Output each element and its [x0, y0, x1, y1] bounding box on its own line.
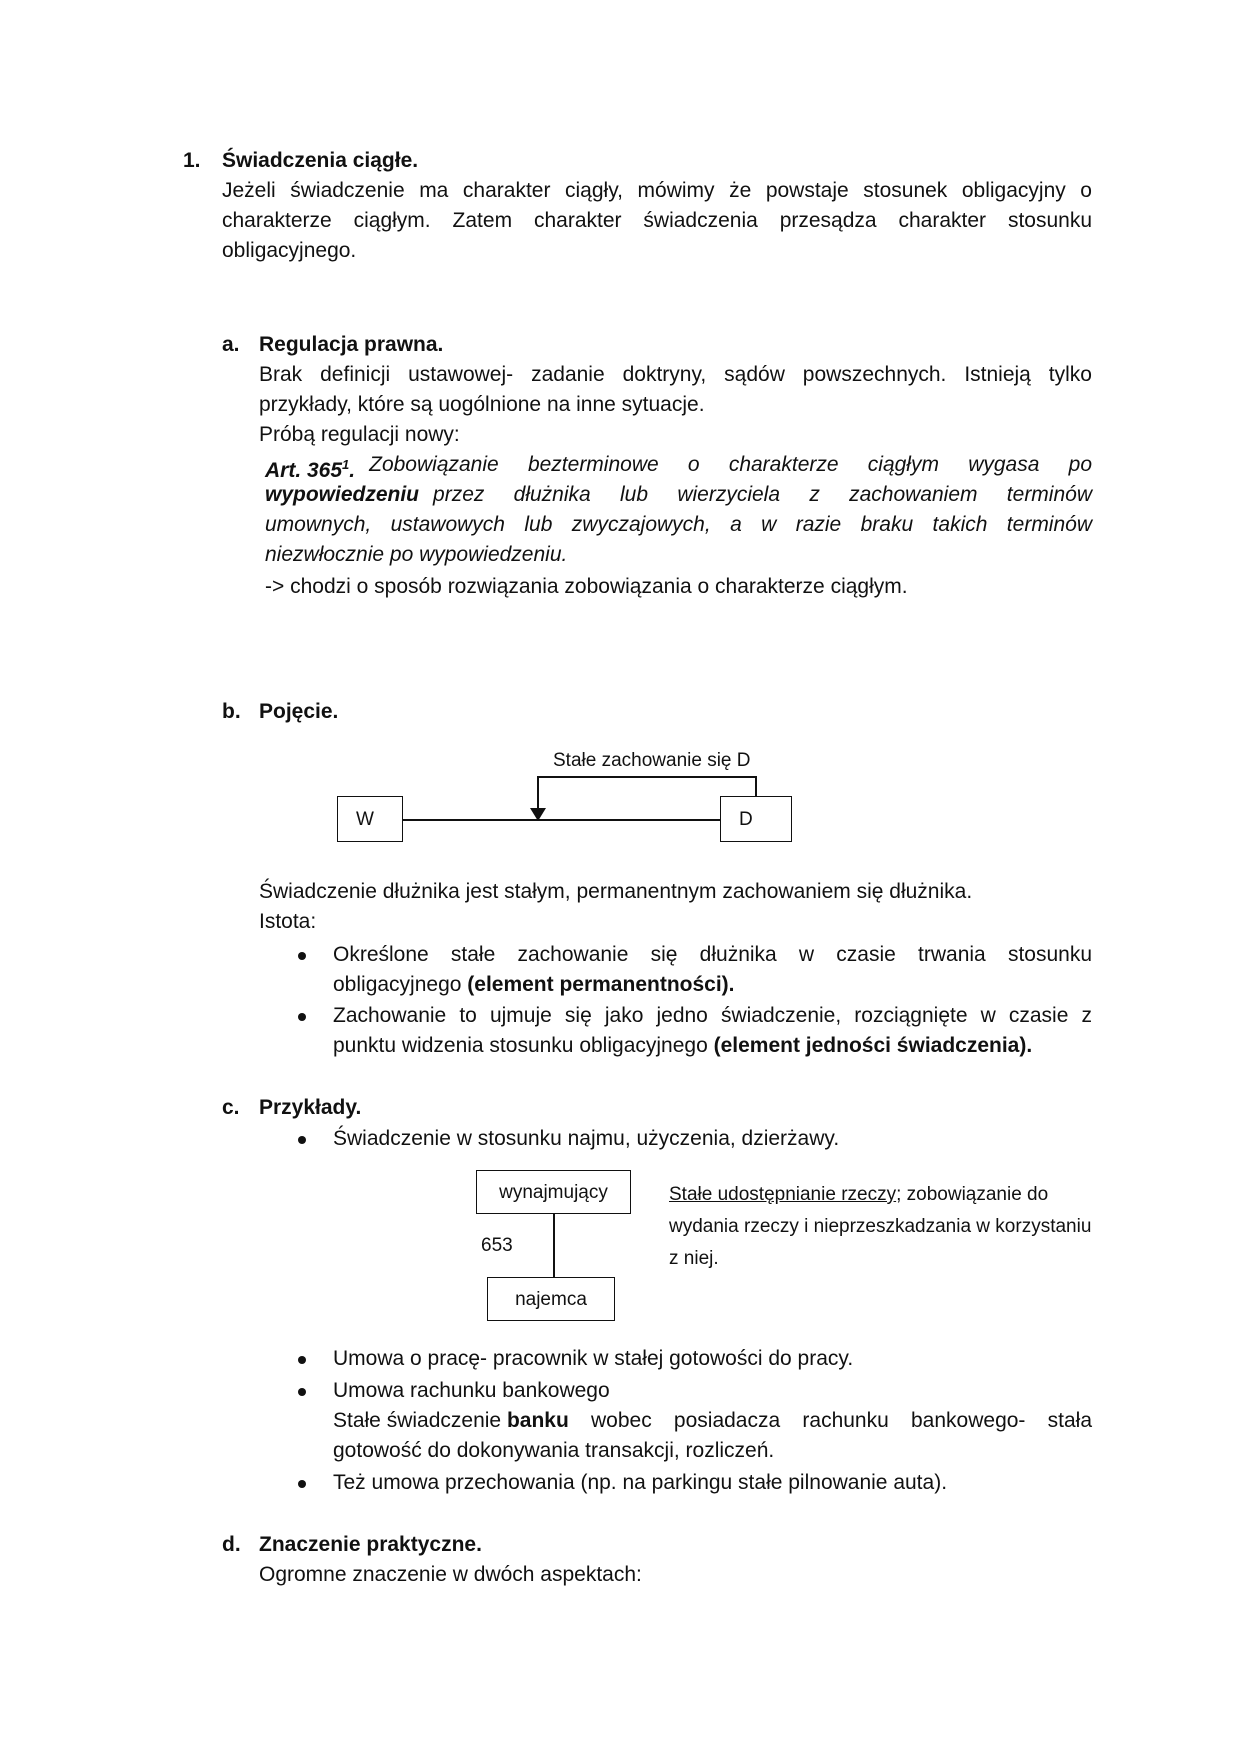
- article-line: umownych, ustawowych lub zwyczajowych, a w razie braku takich terminów: [265, 513, 1092, 536]
- paragraph-line: Brak definicji ustawowej- zadanie doktryny, sądów powszechnych. Istnieją tylko: [259, 363, 1092, 386]
- diagram-box-label: D: [739, 808, 753, 830]
- diagram-box-d: [720, 796, 792, 842]
- article-bold-word: wypowiedzeniu: [265, 483, 420, 506]
- bullet-text: Umowa rachunku bankowego: [333, 1379, 610, 1402]
- bullet-text: Umowa o pracę- pracownik w stałej gotowości do pracy.: [333, 1347, 854, 1370]
- bullet-dot: [298, 1388, 306, 1396]
- bullet-text: [333, 1406, 1092, 1436]
- article-line: niezwłocznie po wypowiedzeniu.: [265, 543, 568, 566]
- section-number: 1.: [183, 149, 201, 172]
- diagram-note-line: [669, 1180, 1048, 1210]
- bullet-text: gotowość do dokonywania transakcji, rozliczeń.: [333, 1439, 775, 1462]
- bullet-dot: [298, 1356, 306, 1364]
- diagram-arrow-right-leg: [755, 776, 757, 796]
- bullet-text-plain: wobec posiadacza rachunku bankowego- stała: [568, 1409, 1092, 1432]
- diagram-note-underlined: Stałe udostępnianie rzeczy: [669, 1184, 897, 1205]
- note-line: -> chodzi o sposób rozwiązania zobowiązania o charakterze ciągłym.: [265, 575, 908, 598]
- article-label: Art. 365: [265, 459, 343, 482]
- subsection-letter: c.: [222, 1096, 240, 1119]
- section-title: Świadczenia ciągłe.: [222, 149, 419, 172]
- paragraph-line: Świadczenie dłużnika jest stałym, permanentnym zachowaniem się dłużnika.: [259, 880, 973, 903]
- subsection-title: Przykłady.: [259, 1096, 362, 1119]
- bullet-text: [333, 970, 735, 1000]
- bullet-dot: [298, 1136, 306, 1144]
- paragraph-line: Istota:: [259, 910, 317, 933]
- diagram-box-w: [337, 796, 403, 842]
- diagram-box-lessee: [487, 1277, 615, 1321]
- bullet-text: Też umowa przechowania (np. na parkingu stałe pilnowanie auta).: [333, 1471, 948, 1494]
- diagram-note-line: wydania rzeczy i nieprzeszkadzania w korzystaniu: [669, 1216, 1092, 1237]
- bullet-text: Określone stałe zachowanie się dłużnika w czasie trwania stosunku: [333, 943, 1092, 966]
- article-superscript: 1: [342, 457, 350, 472]
- paragraph-line: przykłady, które są uogólnione na inne sytuacje.: [259, 393, 705, 416]
- diagram-box-label: wynajmujący: [499, 1181, 608, 1203]
- subsection-letter: b.: [222, 700, 241, 723]
- diagram-box-label: najemca: [515, 1288, 587, 1310]
- subsection-title: Regulacja prawna.: [259, 333, 444, 356]
- diagram-note-line: z niej.: [669, 1248, 719, 1269]
- bullet-text-plain: Stałe świadczenie: [333, 1409, 507, 1432]
- subsection-title: Znaczenie praktyczne.: [259, 1533, 482, 1556]
- paragraph-line: Jeżeli świadczenie ma charakter ciągły, mówimy że powstaje stosunek obligacyjny o: [222, 179, 1092, 202]
- bullet-dot: [298, 1013, 306, 1021]
- article-text: przez dłużnika lub wierzyciela z zachowaniem terminów: [433, 483, 1092, 506]
- subsection-letter: d.: [222, 1533, 241, 1556]
- bullet-text-plain: punktu widzenia stosunku obligacyjnego: [333, 1034, 714, 1057]
- paragraph-line: Próbą regulacji nowy:: [259, 423, 460, 446]
- diagram-number: 653: [481, 1235, 513, 1256]
- diagram-box-label: W: [356, 808, 374, 830]
- diagram-arrow-left-leg: [537, 776, 539, 812]
- bullet-text-bold: banku: [506, 1409, 569, 1432]
- bullet-text: [333, 1031, 1032, 1061]
- subsection-letter: a.: [222, 333, 240, 356]
- diagram-arrow-top: [537, 776, 756, 778]
- article-dot: .: [349, 459, 356, 482]
- article-line: [265, 480, 1092, 510]
- subsection-title: Pojęcie.: [259, 700, 339, 723]
- bullet-text-plain: obligacyjnego: [333, 973, 468, 996]
- bullet-text-bold: (element jedności świadczenia).: [713, 1034, 1033, 1057]
- bullet-text: Świadczenie w stosunku najmu, użyczenia, dzierżawy.: [333, 1127, 840, 1150]
- article-text: Zobowiązanie bezterminowe o charakterze ciągłym wygasa po: [369, 453, 1092, 476]
- diagram-connector: [553, 1214, 555, 1277]
- paragraph-line: obligacyjnego.: [222, 239, 357, 262]
- paragraph-line: charakterze ciągłym. Zatem charakter świadczenia przesądza charakter stosunku: [222, 209, 1092, 232]
- bullet-text-bold: (element permanentności).: [467, 973, 735, 996]
- diagram-caption: Stałe zachowanie się D: [553, 750, 751, 771]
- bullet-dot: [298, 952, 306, 960]
- diagram-connector: [403, 819, 720, 821]
- bullet-text: Zachowanie to ujmuje się jako jedno świadczenie, rozciągnięte w czasie z: [333, 1004, 1092, 1027]
- paragraph-line: Ogromne znaczenie w dwóch aspektach:: [259, 1563, 642, 1586]
- bullet-dot: [298, 1480, 306, 1488]
- diagram-box-lessor: [476, 1170, 631, 1214]
- diagram-note-text: ; zobowiązanie do: [896, 1184, 1049, 1205]
- arrow-down-icon: [530, 808, 546, 822]
